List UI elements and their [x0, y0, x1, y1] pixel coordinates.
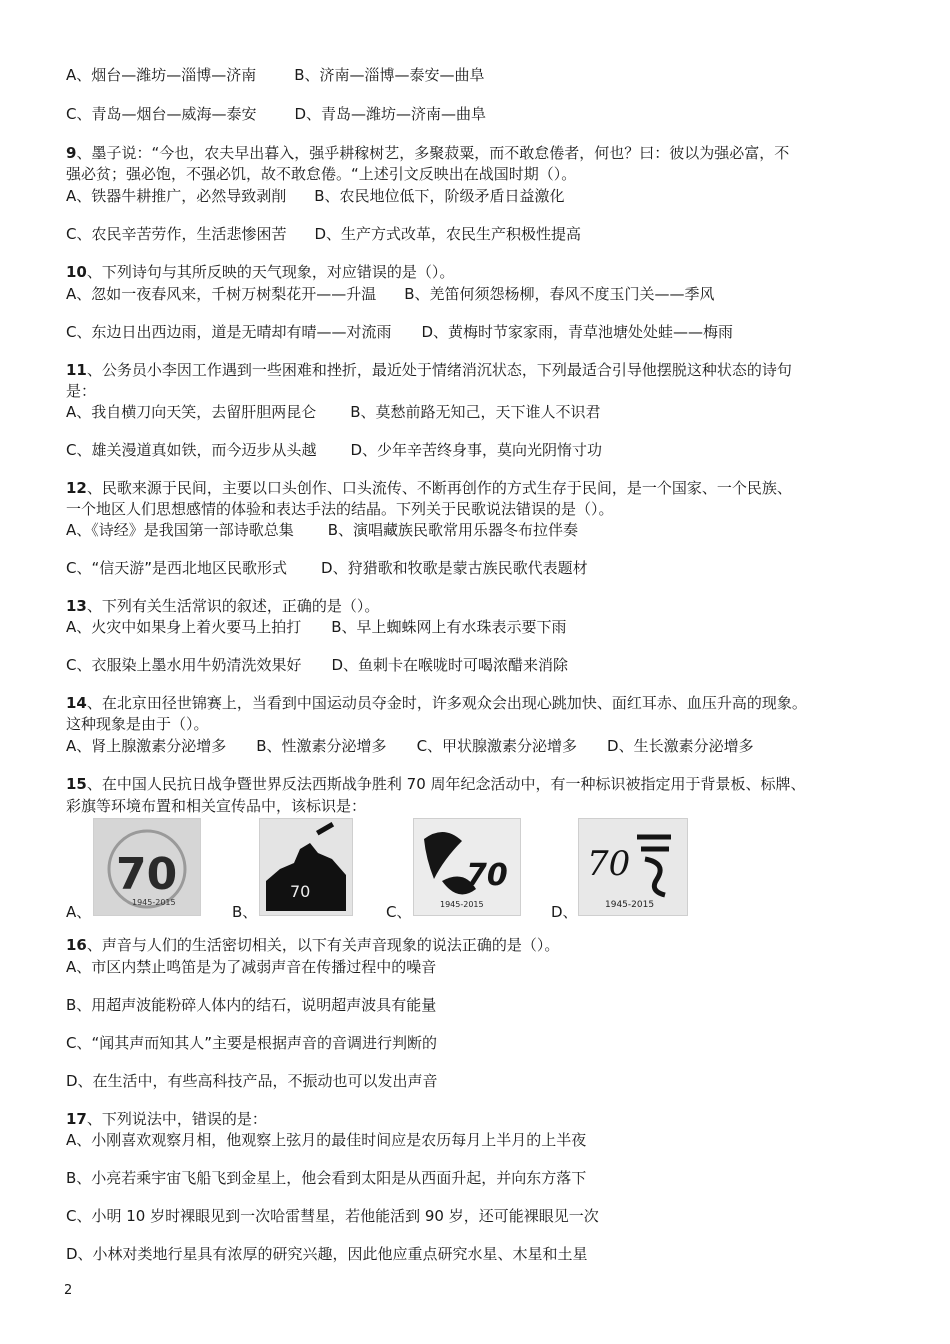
q15-logo-c: [413, 818, 521, 916]
q12-option-a: A、《诗经》是我国第一部诗歌总集: [66, 521, 294, 539]
q8-options-row1: [66, 65, 485, 85]
q11-option-c: C、雄关漫道真如铁，而今迈步从头越: [66, 441, 317, 459]
q15-logo-d: [578, 818, 688, 916]
q12-option-c: C、“信天游”是西北地区民歌形式: [66, 559, 288, 577]
q16-option-b: B、用超声波能粉碎人体内的结石，说明超声波具有能量: [66, 996, 437, 1014]
q12-stem-line1: 12、民歌来源于民间，主要以口头创作、口头流传、不断再创作的方式生存于民间，是一个国家、一个民族、: [66, 479, 792, 497]
q15-stem-line1: 15、在中国人民抗日战争暨世界反法西斯战争胜利 70 周年纪念活动中，有一种标识被指定用于背景板、标牌、: [66, 775, 806, 793]
q14-stem-line2: 这种现象是由于（）。: [66, 715, 209, 733]
q9-options-row2: [66, 224, 581, 244]
q14-option-d: D、生长激素分泌增多: [607, 737, 754, 755]
q9-stem-line2: 强必贫；强必饱，不强必饥，故不敢怠倦。“上述引文反映出在战国时期（）。: [66, 165, 577, 183]
q10-option-b: B、羌笛何须怨杨柳，春风不度玉门关——季风: [404, 285, 715, 303]
logo-a-number: 70: [116, 849, 178, 900]
q13-stem: 13、下列有关生活常识的叙述，正确的是（）。: [66, 597, 380, 615]
q11-option-d: D、少年辛苦终身事，莫向光阴惰寸功: [350, 441, 603, 459]
q11-options-row2: [66, 440, 602, 460]
q12-options-row1: [66, 520, 578, 540]
q9-option-b: B、农民地位低下，阶级矛盾日益激化: [314, 187, 565, 205]
q14-options-row: [66, 736, 754, 756]
q16-option-d: D、在生活中，有些高科技产品，不振动也可以发出声音: [66, 1072, 438, 1090]
q15-option-c-label: C、: [386, 903, 412, 921]
q12-options-row2: [66, 558, 588, 578]
logo-b-number: 70: [290, 882, 311, 901]
q12-stem-line2: 一个地区人们思想感情的体验和表达手法的结晶。下列关于民歌说法错误的是（）。: [66, 500, 614, 518]
q13-option-c: C、衣服染上墨水用牛奶清洗效果好: [66, 656, 302, 674]
q14-stem-line1: 14、在北京田径世锦赛上，当看到中国运动员夺金时，许多观众会出现心跳加快、面红耳赤、血压升高的现象。: [66, 694, 807, 712]
logo-c-number: 70: [466, 858, 508, 893]
q10-stem: 10、下列诗句与其所反映的天气现象，对应错误的是（）。: [66, 263, 455, 281]
q11-option-b: B、莫愁前路无知己，天下谁人不识君: [350, 403, 601, 421]
q9-options-row1: [66, 186, 565, 206]
q8-options-row2: [66, 104, 486, 124]
q10-options-row2: [66, 322, 733, 342]
q10-option-a: A、忽如一夜春风来，千树万树梨花开——升温: [66, 285, 377, 303]
logo-c-years: 1945-2015: [440, 900, 484, 909]
q17-option-b: B、小亮若乘宇宙飞船飞到金星上，他会看到太阳是从西面升起，并向东方落下: [66, 1169, 587, 1187]
q15-stem-line2: 彩旗等环境布置和相关宣传品中，该标识是：: [66, 797, 367, 815]
q16-option-c: C、“闻其声而知其人”主要是根据声音的音调进行判断的: [66, 1034, 438, 1052]
q8-option-a: A、烟台—潍坊—淄博—济南: [66, 66, 257, 84]
q9-option-d: D、生产方式改革，农民生产积极性提高: [314, 225, 582, 243]
q9-number: 9: [66, 144, 77, 162]
q15-option-d-label: D、: [551, 903, 578, 921]
q11-options-row1: [66, 402, 601, 422]
q8-option-c: C、青岛—烟台—威海—泰安: [66, 105, 257, 123]
q11-stem-line2: 是：: [66, 382, 97, 400]
logo-d-number: 70: [587, 844, 631, 884]
q14-option-a: A、肾上腺激素分泌增多: [66, 737, 227, 755]
q12-option-d: D、狩猎歌和牧歌是蒙古族民歌代表题材: [321, 559, 588, 577]
q10-options-row1: [66, 284, 715, 304]
q9-option-a: A、铁器牛耕推广，必然导致剥削: [66, 187, 287, 205]
q16-stem: 16、声音与人们的生活密切相关，以下有关声音现象的说法正确的是（）。: [66, 936, 560, 954]
q15-option-a-label: A、: [66, 903, 92, 921]
q15-logo-a: [93, 818, 201, 916]
q13-option-b: B、早上蜘蛛网上有水珠表示要下雨: [331, 618, 567, 636]
q11-option-a: A、我自横刀向天笑，去留肝胆两昆仑: [66, 403, 317, 421]
page-number: 2: [64, 1283, 73, 1298]
q8-option-b: B、济南—淄博—泰安—曲阜: [294, 66, 485, 84]
q17-option-d: D、小林对类地行星具有浓厚的研究兴趣，因此他应重点研究水星、木星和土星: [66, 1245, 588, 1263]
q14-option-b: B、性激素分泌增多: [256, 737, 387, 755]
q17-option-a: A、小刚喜欢观察月相，他观察上弦月的最佳时间应是农历每月上半月的上半夜: [66, 1131, 587, 1149]
q16-option-a: A、市区内禁止鸣笛是为了减弱声音在传播过程中的噪音: [66, 958, 437, 976]
logo-a-years: 1945-2015: [132, 898, 176, 907]
q11-stem-line1: 11、公务员小李因工作遇到一些困难和挫折，最近处于情绪消沉状态，下列最适合引导他摆脱这种状态的诗句: [66, 361, 792, 379]
q9-option-c: C、农民辛苦劳作，生活悲惨困苦: [66, 225, 287, 243]
q13-option-d: D、鱼刺卡在喉咙时可喝浓醋来消除: [331, 656, 569, 674]
q15-option-b-label: B、: [232, 903, 258, 921]
logo-d-years: 1945-2015: [605, 900, 655, 910]
q9-stem-line1: 9、墨子说：“今也，农夫早出暮入，强乎耕稼树艺，多聚菽粟，而不敢怠倦者，何也？曰：彼以为强必富，不: [66, 144, 790, 162]
q13-options-row1: [66, 617, 567, 637]
q15-logo-b: [259, 818, 353, 916]
q14-option-c: C、甲状腺激素分泌增多: [416, 737, 578, 755]
q10-option-d: D、黄梅时节家家雨，青草池塘处处蛙——梅雨: [421, 323, 734, 341]
q17-stem: 17、下列说法中，错误的是：: [66, 1110, 267, 1128]
q8-option-d: D、青岛—潍坊—济南—曲阜: [294, 105, 487, 123]
q10-option-c: C、东边日出西边雨，道是无晴却有晴——对流雨: [66, 323, 392, 341]
q17-option-c: C、小明 10 岁时裸眼见到一次哈雷彗星，若他能活到 90 岁，还可能裸眼见一次: [66, 1207, 599, 1225]
q12-option-b: B、演唱藏族民歌常用乐器冬布拉伴奏: [327, 521, 579, 539]
q13-options-row2: [66, 655, 568, 675]
q13-option-a: A、火灾中如果身上着火要马上拍打: [66, 618, 302, 636]
